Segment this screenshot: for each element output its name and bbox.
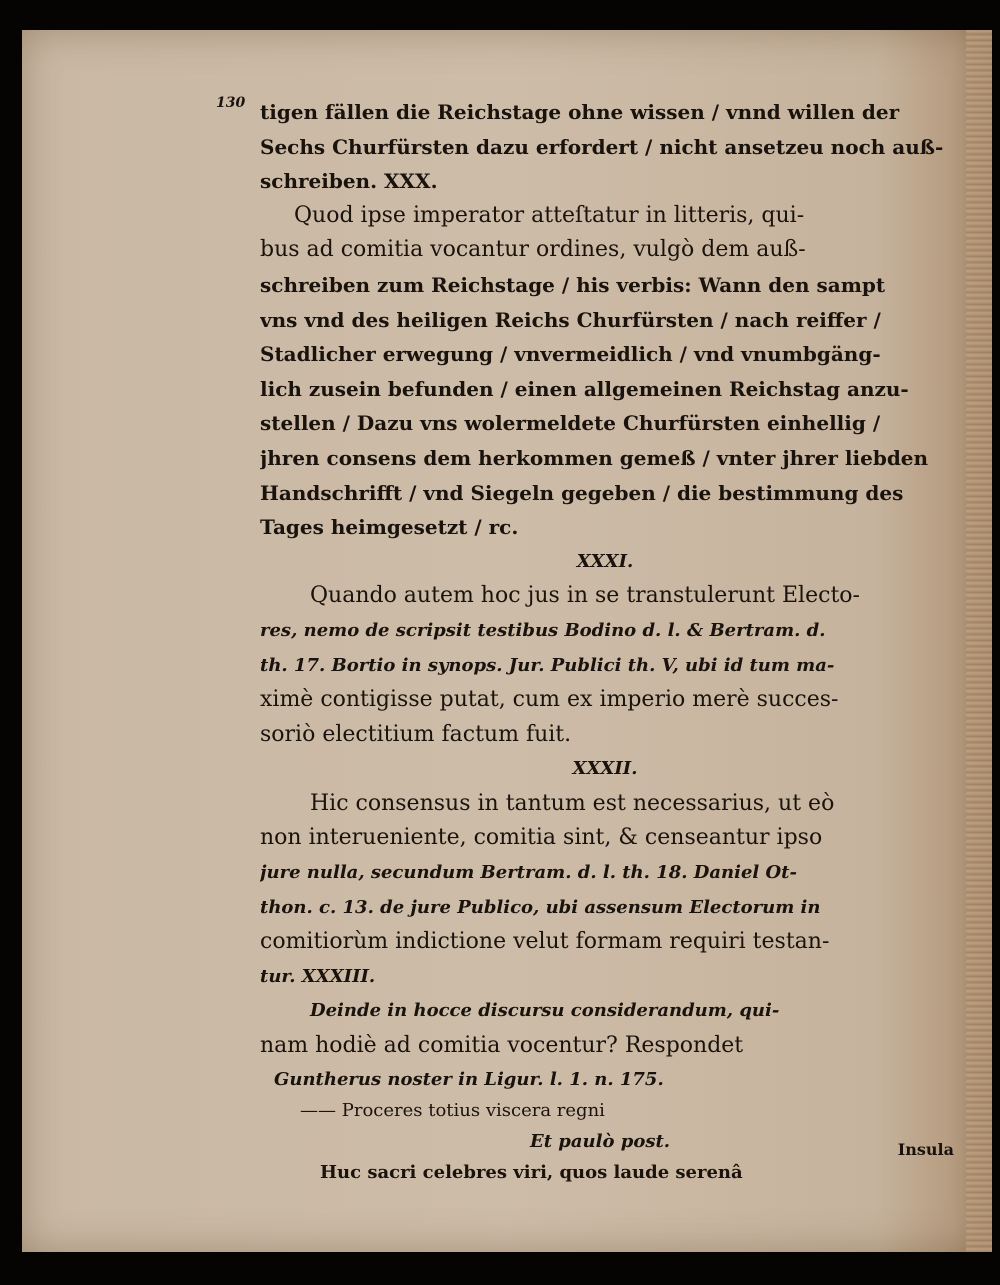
book-page <box>22 30 992 1252</box>
text-line: res, nemo de scripsit testibus Bodino d. l. & Bertram. d. <box>260 619 826 641</box>
text-line: Tages heimgesetzt / rc. <box>260 515 519 540</box>
text-line: ximè contigisse putat, cum ex imperio merè succes- <box>260 687 839 713</box>
text-line: jure nulla, secundum Bertram. d. l. th. 18. Daniel Ot- <box>260 862 797 884</box>
text-line: lich zusein befunden / einen allgemeinen Reichstag anzu- <box>260 376 909 401</box>
page-number: 130 <box>216 95 246 111</box>
text-line: schreiben zum Reichstage / his verbis: Wann den sampt <box>260 272 886 297</box>
verse-line: Et paulò post. <box>530 1130 671 1152</box>
text-line: Hic consensus in tantum est necessarius, ut eò <box>310 790 835 816</box>
text-line: th. 17. Bortio in synops. Jur. Publici th. V, ubi id tum ma- <box>260 654 835 676</box>
catchword: Insula <box>897 1140 954 1159</box>
text-line: jhren consens dem herkommen gemeß / vnter jhrer liebden <box>260 445 929 470</box>
section-heading: XXXI. <box>576 550 634 572</box>
text-line: stellen / Dazu vns wolermeldete Churfürsten einhellig / <box>260 411 881 436</box>
text-line: Quod ipse imperator atteſtatur in litteris, qui- <box>294 202 805 228</box>
verse-line: —— Proceres totius viscera regni <box>300 1099 605 1121</box>
text-line: Guntherus noster in Ligur. l. 1. n. 175. <box>274 1068 664 1090</box>
page-text-block <box>216 95 950 1188</box>
text-line: Sechs Churfürsten dazu erfordert / nicht ansetzeu noch auß- <box>260 134 944 159</box>
text-line: nam hodiè ad comitia vocentur? Respondet <box>260 1033 744 1059</box>
text-line: schreiben. XXX. <box>260 169 438 194</box>
text-line: thon. c. 13. de jure Publico, ubi assensum Electorum in <box>260 896 821 918</box>
verse-line: Huc sacri celebres viri, quos laude serenâ <box>320 1161 743 1183</box>
text-line: Handschrifft / vnd Siegeln gegeben / die bestimmung des <box>260 480 904 505</box>
text-line: tigen fällen die Reichstage ohne wissen / vnnd willen der <box>260 100 900 124</box>
text-line: vns vnd des heiligen Reichs Churfürsten / nach reiffer / <box>260 307 881 332</box>
text-line: Quando autem hoc jus in se transtulerunt Electo- <box>310 583 860 609</box>
text-line: comitiorùm indictione velut formam requiri testan- <box>260 929 830 955</box>
page-edge <box>966 30 992 1252</box>
text-line: Deinde in hocce discursu considerandum, qui- <box>310 1000 780 1022</box>
text-line: Stadlicher erwegung / vnvermeidlich / vnd vnumbgäng- <box>260 342 881 367</box>
text-line: soriò electitium factum fuit. <box>260 721 572 747</box>
section-heading: XXXII. <box>572 758 638 780</box>
text-line: bus ad comitia vocantur ordines, vulgò dem auß- <box>260 237 806 263</box>
text-line: tur. XXXIII. <box>260 965 376 987</box>
text-line: non interueniente, comitia sint, & censeantur ipso <box>260 825 823 851</box>
